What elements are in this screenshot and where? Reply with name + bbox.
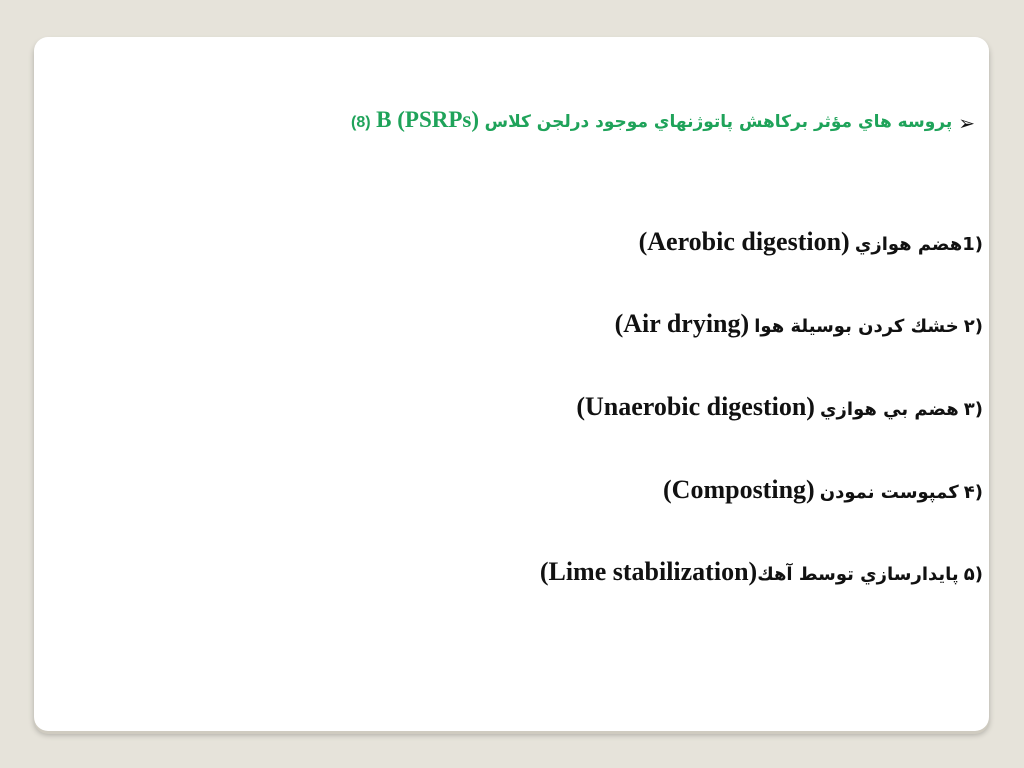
slide-heading <box>75 107 975 135</box>
list-item-aerobic <box>83 227 983 257</box>
list-item-composting <box>83 475 983 505</box>
heading-english-text: B (PSRPs) <box>376 107 480 132</box>
item-english-text: (Air drying) <box>614 309 750 338</box>
slide-panel <box>34 37 989 731</box>
item-number: ۵) <box>963 564 983 585</box>
item-english-text: (Aerobic digestion) <box>638 227 850 256</box>
list-item-air-drying <box>83 309 983 339</box>
list-item-unaerobic <box>83 392 983 422</box>
item-number: 1) <box>962 234 983 255</box>
item-persian-text: هضم هوازي <box>854 234 963 255</box>
item-persian-text: پايدارسازي توسط آهك <box>757 564 959 585</box>
item-number: ۴) <box>963 482 983 503</box>
heading-reference: (8) <box>351 114 371 131</box>
item-persian-text: هضم بي هوازي <box>820 399 959 420</box>
item-persian-text: كمپوست نمودن <box>819 482 959 503</box>
list-item-lime-stabilization <box>83 557 983 587</box>
item-english-text: (Lime stabilization) <box>539 557 758 586</box>
arrow-bullet-icon: ➢ <box>958 110 975 135</box>
item-number: ۲) <box>963 316 983 337</box>
item-number: ۳) <box>963 399 983 420</box>
item-english-text: (Composting) <box>663 475 815 504</box>
heading-persian-text: پروسه هاي مؤثر بركاهش پاتوژنهاي موجود درلجن كلاس <box>484 112 953 132</box>
item-english-text: (Unaerobic digestion) <box>576 392 815 421</box>
item-persian-text: خشك كردن بوسيلة هوا <box>754 316 959 337</box>
